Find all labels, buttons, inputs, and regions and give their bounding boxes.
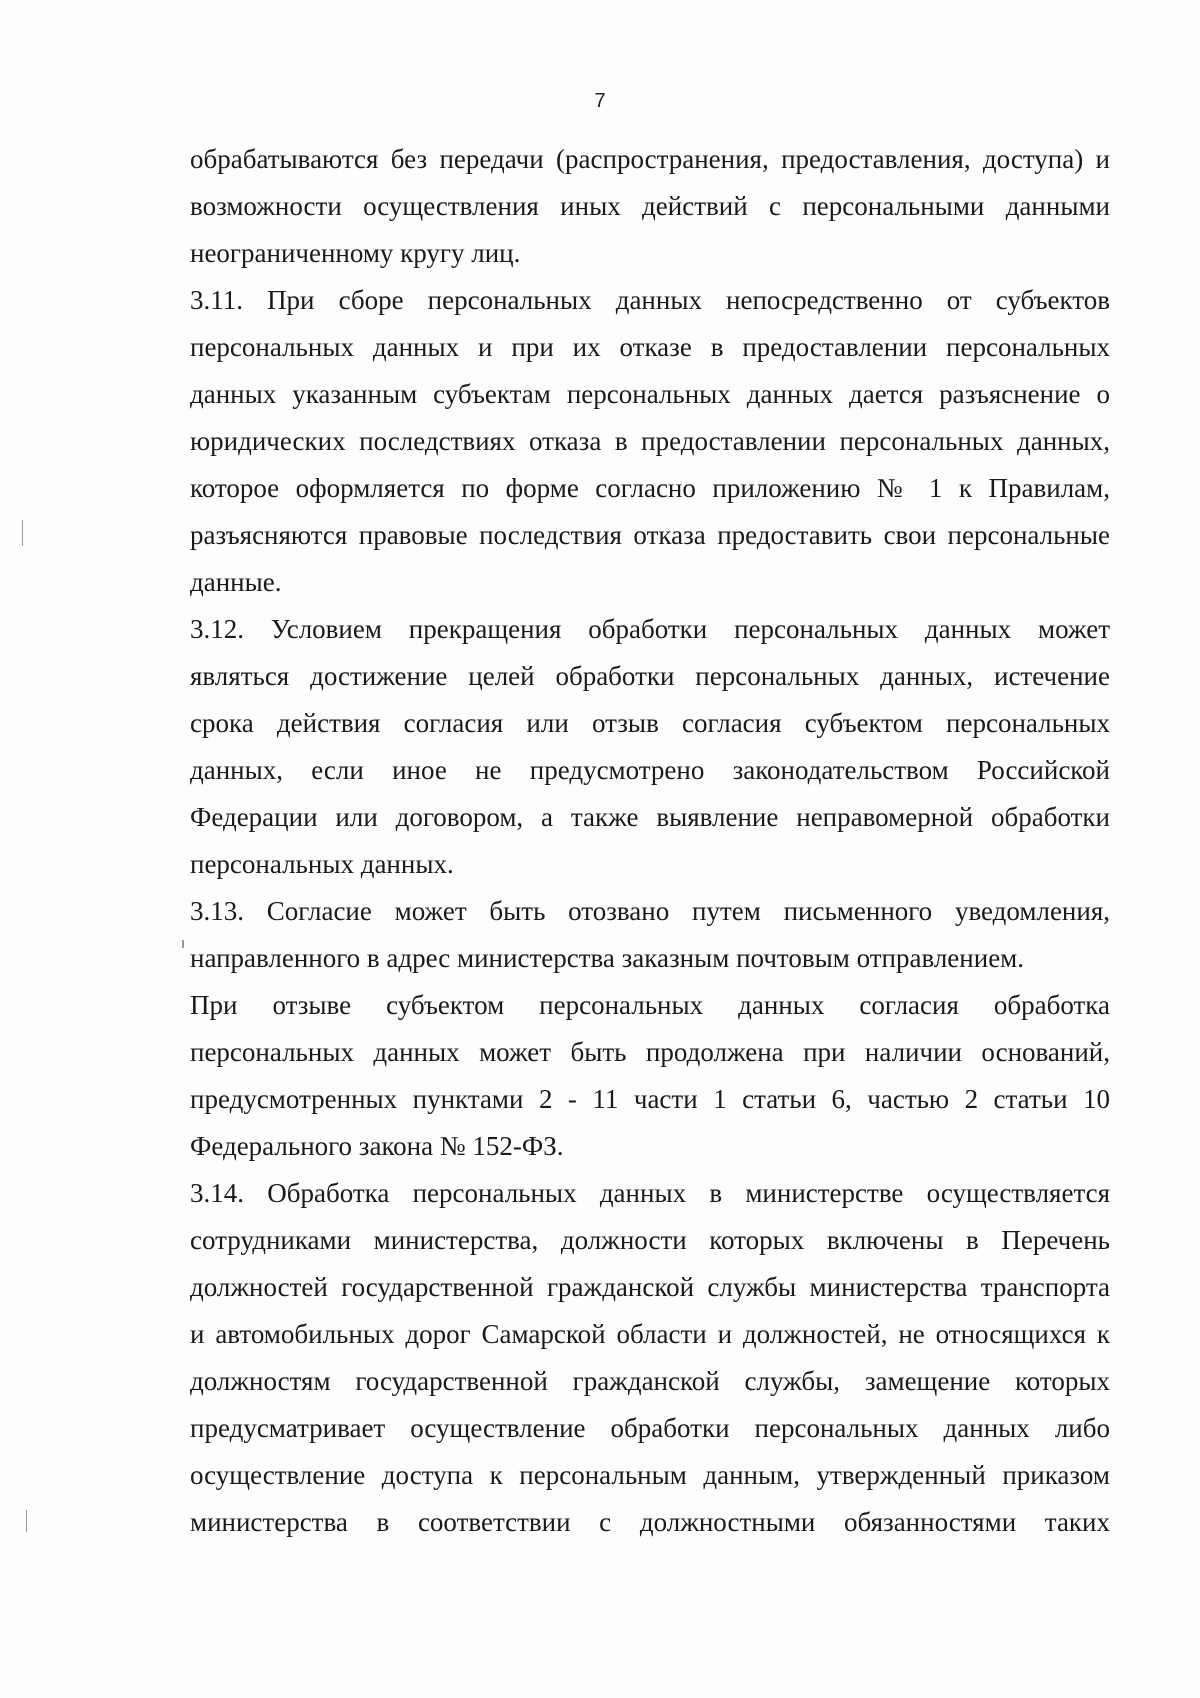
text-line-15: Федерации или договором, а также выявление неправомерной обработки: [190, 802, 1110, 832]
text-line-24: сотрудниками министерства, должности которых включены в Перечень: [190, 1225, 1110, 1255]
text-line-14: данных, если иное не предусмотрено законодательством Российской: [190, 755, 1110, 785]
text-line-6: данных указанным субъектам персональных данных дается разъяснение о: [190, 379, 1110, 409]
text-line-12: являться достижение целей обработки персональных данных, истечение: [190, 661, 1110, 691]
text-line-20: персональных данных может быть продолжена при наличии оснований,: [190, 1037, 1110, 1067]
text-line-11: 3.12. Условием прекращения обработки персональных данных может: [190, 614, 1110, 644]
text-line-21: предусмотренных пунктами 2 - 11 части 1 статьи 6, частью 2 статьи 10: [190, 1084, 1110, 1114]
scan-artifact-mark: [22, 520, 23, 546]
page-number: 7: [594, 90, 606, 112]
text-line-23: 3.14. Обработка персональных данных в министерстве осуществляется: [190, 1178, 1110, 1208]
text-line-16: персональных данных.: [190, 849, 454, 879]
text-line-19: При отзыве субъектом персональных данных согласия обработка: [190, 990, 1110, 1020]
text-line-4: 3.11. При сборе персональных данных непосредственно от субъектов: [190, 285, 1110, 315]
text-line-8: которое оформляется по форме согласно приложению № 1 к Правилам,: [190, 473, 1110, 503]
text-line-29: осуществление доступа к персональным данным, утвержденный приказом: [190, 1460, 1110, 1490]
text-line-28: предусматривает осуществление обработки персональных данных либо: [190, 1413, 1110, 1443]
text-line-7: юридических последствиях отказа в предоставлении персональных данных,: [190, 426, 1110, 456]
text-line-1: обрабатываются без передачи (распространения, предоставления, доступа) и: [190, 144, 1110, 174]
text-line-17: 3.13. Согласие может быть отозвано путем письменного уведомления,: [190, 896, 1110, 926]
text-line-18: направленного в адрес министерства заказным почтовым отправлением.: [190, 943, 1025, 973]
text-line-5: персональных данных и при их отказе в предоставлении персональных: [190, 332, 1110, 362]
scan-artifact-mark: [26, 1510, 27, 1532]
text-line-9: разъясняются правовые последствия отказа предоставить свои персональные: [190, 520, 1110, 550]
text-line-30: министерства в соответствии с должностными обязанностями таких: [190, 1507, 1110, 1537]
text-line-22: Федерального закона № 152-ФЗ.: [190, 1131, 564, 1161]
text-line-2: возможности осуществления иных действий с персональными данными: [190, 191, 1110, 221]
text-line-26: и автомобильных дорог Самарской области и должностей, не относящихся к: [190, 1319, 1110, 1349]
scan-artifact-mark: [182, 940, 184, 948]
text-line-3: неограниченному кругу лиц.: [190, 238, 521, 268]
text-line-13: срока действия согласия или отзыв согласия субъектом персональных: [190, 708, 1110, 738]
text-line-10: данные.: [190, 567, 282, 597]
text-line-25: должностей государственной гражданской службы министерства транспорта: [190, 1272, 1110, 1302]
text-line-27: должностям государственной гражданской службы, замещение которых: [190, 1366, 1110, 1396]
